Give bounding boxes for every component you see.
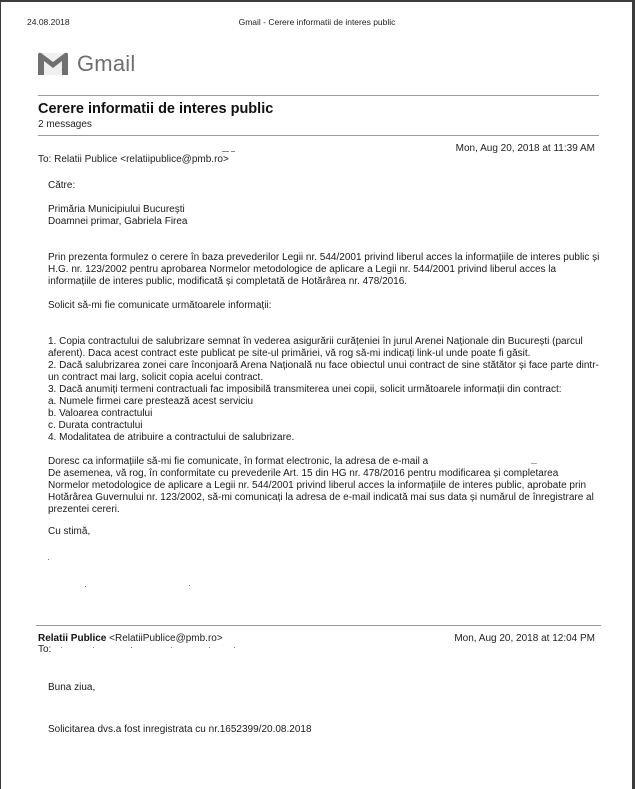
redaction-residue [48, 559, 49, 560]
delivery-paragraph [48, 456, 600, 516]
print-date: 24.08.2018 [27, 17, 70, 27]
divider [38, 95, 599, 96]
redaction-residue [61, 647, 62, 648]
list-item: 3. Dacă anumiți termeni contractuali fac imposibilă transmiterea unei copii, solicit următoarele informații din contract: [48, 384, 562, 395]
message-date: Mon, Aug 20, 2018 at 12:04 PM [454, 633, 595, 644]
delivery-line: Doresc ca informațiile să-mi fie comunicate, în format electronic, la adresa de e-mail a [48, 456, 429, 467]
redaction-residue [85, 586, 86, 587]
reply-text: Solicitarea dvs.a fost inregistrata cu nr.1652399/20.08.2018 [48, 724, 312, 735]
closing: Cu stimă, [48, 526, 91, 537]
request-lead: Solicit să-mi fie comunicate următoarele informații: [48, 300, 272, 311]
intro-paragraph: Prin prezenta formulez o cerere în baza prevederilor Legii nr. 544/2001 privind liberul acces la informațiile de interes public și H.G. nr. 123/2002 pentru aprobarea Normelor metodologice de aplicare a Legii nr. 544/2001 privind liberul acces la informațiile de interes public, modificată și completată de Hotărârea nr. 478/2016. [48, 252, 600, 287]
divider [38, 135, 599, 136]
gmail-m-icon [37, 52, 69, 76]
list-item: c. Durata contractului [48, 420, 143, 431]
redaction-residue [93, 647, 94, 648]
gmail-wordmark: Gmail [77, 51, 136, 76]
redaction-mark [531, 463, 537, 464]
message-body [48, 180, 608, 192]
reply-greeting: Buna ziua, [48, 682, 96, 693]
divider [36, 625, 601, 626]
list-item: b. Valoarea contractului [48, 408, 153, 419]
redaction-residue [131, 647, 132, 648]
redaction-residue [234, 647, 235, 648]
thread-subject: Cerere informatii de interes public [38, 101, 274, 117]
redaction-residue [171, 647, 172, 648]
redaction-residue [209, 647, 210, 648]
list-item: 2. Dacă salubrizarea zonei care înconjoară Arena Națională nu face obiectul unui contract de sine stătător și face parte dintr-un contract mai larg, solicit copia acelui contract. [48, 360, 599, 383]
message-date: Mon, Aug 20, 2018 at 11:39 AM [455, 143, 595, 154]
list-item: a. Numele firmei care prestează acest serviciu [48, 396, 254, 407]
request-list [48, 336, 608, 444]
sender-email: <RelatiiPublice@pmb.ro> [109, 633, 223, 644]
redaction-residue [189, 585, 190, 586]
redaction-mark [222, 151, 229, 152]
redaction-mark [231, 151, 235, 152]
message-to-line: To: Relatii Publice <relatiipublice@pmb.ro> [38, 154, 229, 165]
greeting: Către: [48, 180, 76, 191]
message-to-line: To: [38, 644, 52, 652]
list-item: 4. Modalitatea de atribuire a contractului de salubrizare. [48, 432, 295, 443]
gmail-logo [37, 52, 135, 76]
recipient-line: Doamnei primar, Gabriela Firea [48, 216, 188, 227]
delivery-details: De asemenea, vă rog, în conformitate cu prevederile Art. 15 din HG nr. 478/2016 pentru modificarea și completarea Normelor metodologice de aplicare a Legii nr. 544/2001 privind liberul acces la informațiile de interes public, aprobate prin Hotărârea Guvernului nr. 123/2002, să-mi comunicați la adresa de e-mail indicată mai sus data și numărul de înregistrare al prezentei cereri. [48, 468, 594, 515]
message-sender [38, 633, 223, 644]
print-title: Gmail - Cerere informatii de interes public [238, 17, 396, 27]
recipient-block [48, 204, 608, 228]
list-item: 1. Copia contractului de salubrizare semnat în vederea asigurării curățeniei în jurul Arenei Naționale din București (parcul aferent). Daca acest contract este publicat pe site-ul primăriei, vă rog să-mi indicați link-ul unde poate fi găsit. [48, 336, 583, 359]
message-count: 2 messages [38, 119, 92, 130]
recipient-line: Primăria Municipiului București [48, 204, 185, 215]
sender-name: Relatii Publice [38, 633, 107, 644]
